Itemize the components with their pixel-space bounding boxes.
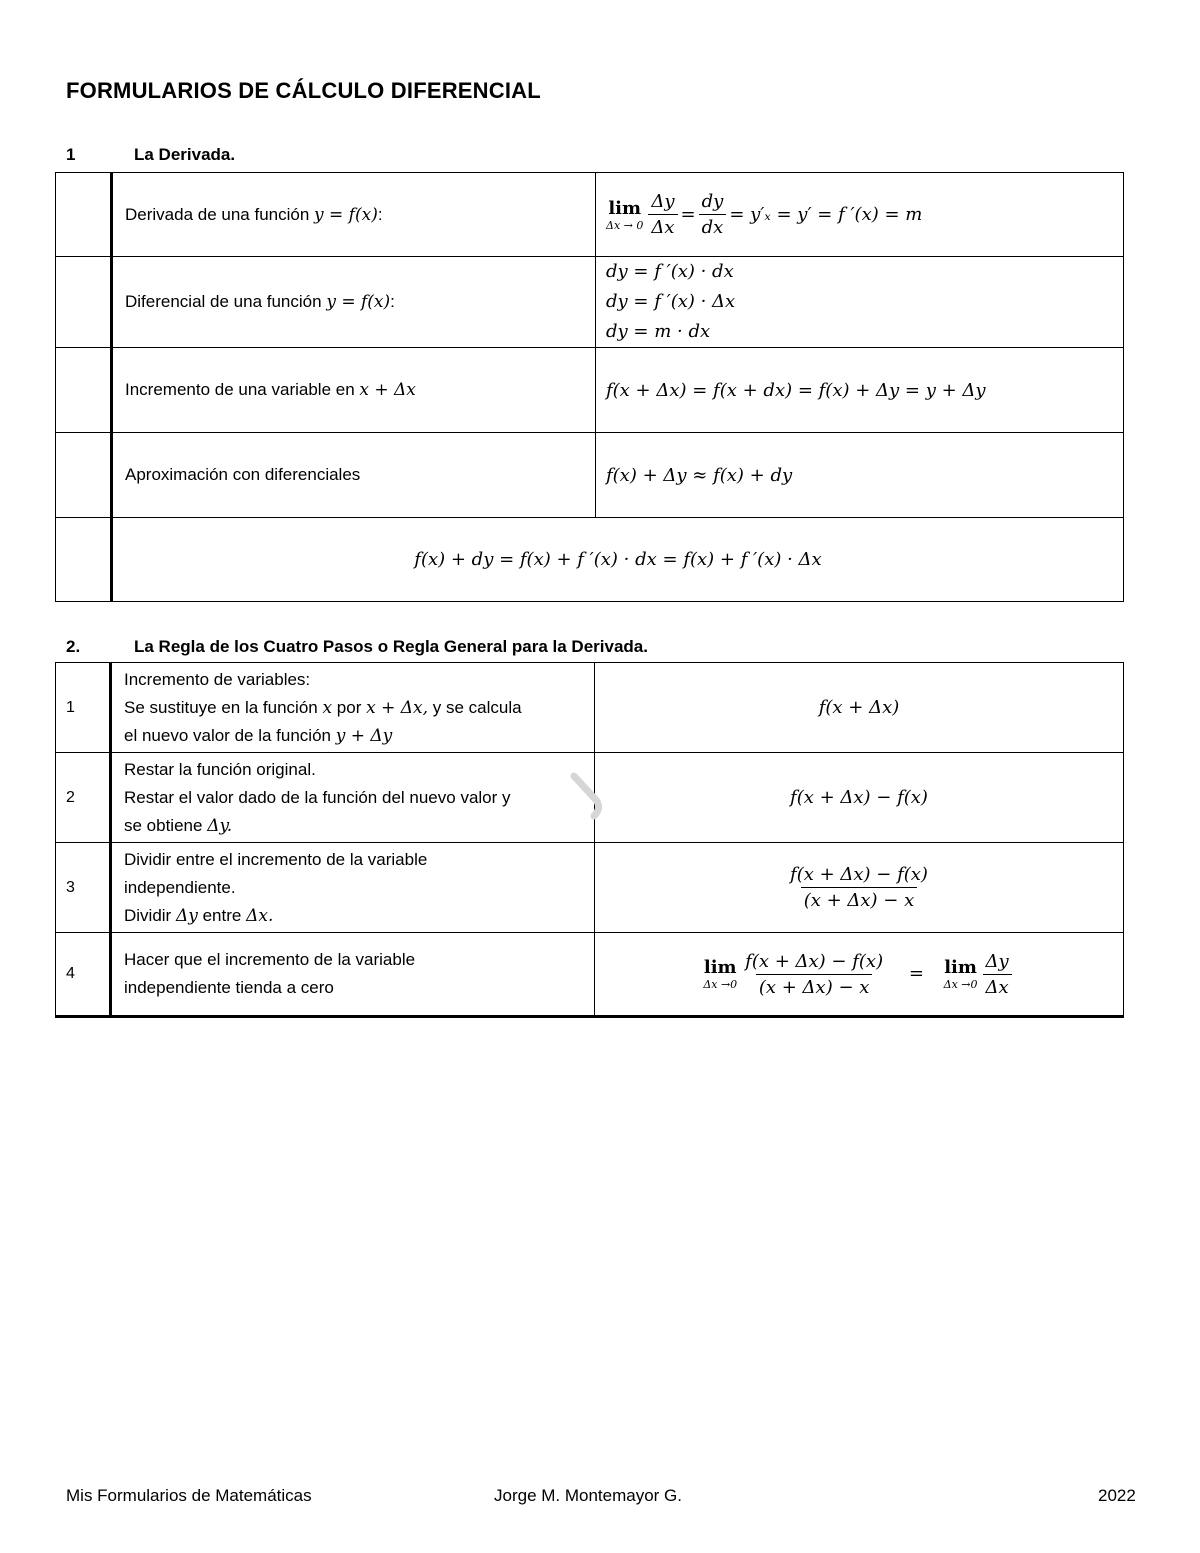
- approximation-formula: f(x) + Δy ≈ f(x) + dy: [596, 433, 1124, 518]
- table-row: [56, 933, 1124, 1017]
- table-row: [56, 843, 1124, 933]
- combined-formula: f(x) + dy = f(x) + f ′(x) · dx = f(x) + f ′(x) · Δx: [112, 518, 1124, 602]
- table-row: [56, 433, 1124, 518]
- section1-heading: [66, 145, 235, 165]
- derivative-table: [55, 172, 1124, 602]
- derivative-formula: lim Δx → 0 $\frac{\Delta y}{\Delta x}$ = $\frac{dy}{dx}$ = y′ₓ = y′ = f ′(x) = m: [596, 173, 1124, 257]
- section2-heading: [66, 637, 648, 657]
- footer-center: Jorge M. Montemayor G.: [494, 1486, 683, 1505]
- step-number: 3: [56, 843, 111, 933]
- step-formula: f(x + Δx) − f(x): [595, 753, 1124, 843]
- step-formula: lim Δx →0 $\frac{f(x + \Delta x) - f(x)}{(x + \Delta x) - x}$ = lim Δx →0 $\frac{\Delta y}{\Delta x}$: [595, 933, 1124, 1017]
- row-label: Derivada de una función y = f(x):: [112, 173, 596, 257]
- table-row: [56, 257, 1124, 348]
- fraction: $\frac{dy}{dx}$: [699, 191, 727, 238]
- four-steps-table: [55, 662, 1124, 1018]
- step-description: Hacer que el incremento de la variable independiente tienda a cero: [111, 933, 595, 1017]
- table-row: [56, 173, 1124, 257]
- differential-formulas: dy = f ′(x) · dx dy = f ′(x) · Δx dy = m · dx: [596, 257, 1124, 348]
- increment-formula: f(x + Δx) = f(x + dx) = f(x) + Δy = y + Δy: [596, 348, 1124, 433]
- footer-right: 2022: [1098, 1486, 1136, 1505]
- step-number: 4: [56, 933, 111, 1017]
- step-description: Incremento de variables: Se sustituye en la función x por x + Δx, y se calcula el nuevo valor de la función y + Δy: [111, 663, 595, 753]
- step-number: 1: [56, 663, 111, 753]
- limit: lim Δx → 0: [606, 197, 644, 232]
- step-description: Restar la función original. Restar el valor dado de la función del nuevo valor y se obtiene Δy.: [111, 753, 595, 843]
- step-formula: f(x + Δx): [595, 663, 1124, 753]
- row-label: Aproximación con diferenciales: [112, 433, 596, 518]
- pen-stroke-mark: [568, 772, 608, 822]
- section2-number: 2.: [66, 637, 81, 656]
- step-number: 2: [56, 753, 111, 843]
- footer-left: Mis Formularios de Matemáticas: [66, 1486, 312, 1505]
- page-title: FORMULARIOS DE CÁLCULO DIFERENCIAL: [66, 78, 541, 103]
- row-label: Incremento de una variable en x + Δx: [112, 348, 596, 433]
- section1-title: La Derivada.: [134, 145, 236, 164]
- limit: lim Δx →0: [943, 957, 978, 991]
- table-row: [56, 518, 1124, 602]
- section1-number: 1: [66, 145, 76, 164]
- limit: lim Δx →0: [703, 957, 738, 991]
- fraction: $\frac{f(x + \Delta x) - f(x)}{(x + \Delta x) - x}$: [790, 864, 928, 911]
- step-formula: [595, 843, 1124, 933]
- table-row: [56, 348, 1124, 433]
- step-description: Dividir entre el incremento de la variable independiente. Dividir Δy entre Δx.: [111, 843, 595, 933]
- fraction: $\frac{\Delta y}{\Delta x}$: [648, 191, 677, 238]
- section2-title: La Regla de los Cuatro Pasos o Regla General para la Derivada.: [134, 637, 648, 656]
- table-row: [56, 663, 1124, 753]
- fraction: $\frac{f(x + \Delta x) - f(x)}{(x + \Delta x) - x}$: [745, 950, 884, 998]
- fraction: $\frac{\Delta y}{\Delta x}$: [983, 951, 1012, 998]
- row-label: Diferencial de una función y = f(x):: [112, 257, 596, 348]
